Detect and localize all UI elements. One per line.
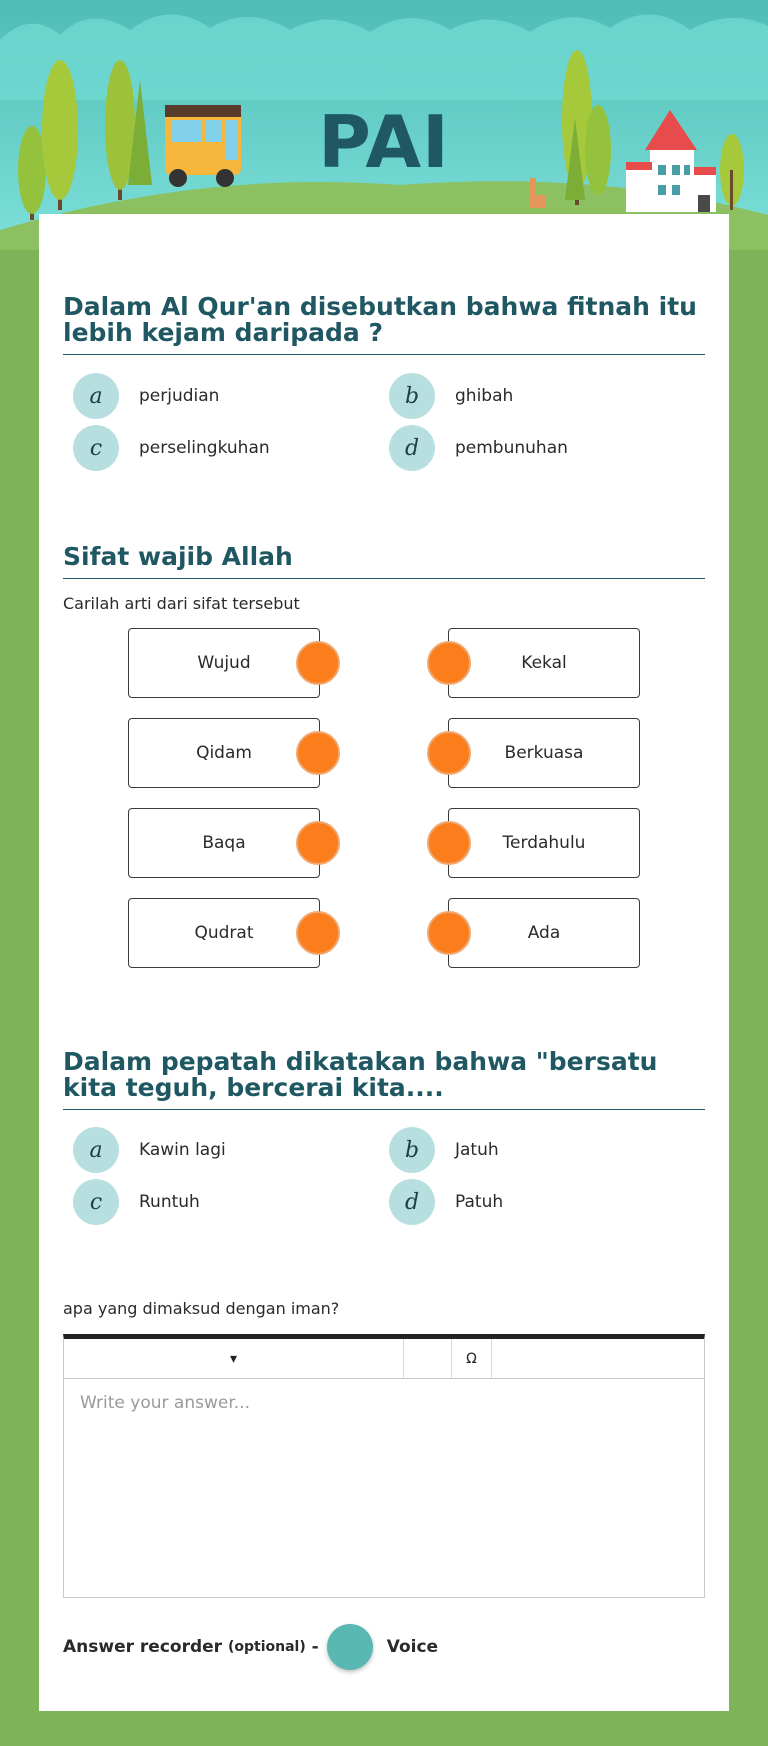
- option-b[interactable]: [389, 374, 689, 418]
- option-c[interactable]: [73, 426, 373, 470]
- answer-recorder: [63, 1624, 438, 1670]
- special-char-button[interactable]: [452, 1339, 492, 1378]
- question-2-instruction: Carilah arti dari sifat tersebut: [63, 594, 300, 613]
- voice-label: Voice: [386, 1637, 439, 1657]
- match-right-item[interactable]: Terdahulu: [448, 808, 640, 878]
- answer-editor: [63, 1334, 705, 1598]
- answer-textarea[interactable]: Write your answer...: [80, 1393, 250, 1413]
- match-connector-dot[interactable]: [427, 641, 471, 685]
- question-3-title: Dalam pepatah dikatakan bahwa "bersatu kita teguh, bercerai kita....: [63, 1049, 705, 1110]
- header-banner: [0, 0, 768, 250]
- question-1-title: Dalam Al Qur'an disebutkan bahwa fitnah itu lebih kejam daripada ?: [63, 294, 705, 355]
- match-left-item[interactable]: Baqa: [128, 808, 320, 878]
- question-4-title: apa yang dimaksud dengan iman?: [63, 1299, 340, 1318]
- option-a[interactable]: [73, 1128, 373, 1172]
- match-connector-dot[interactable]: [427, 731, 471, 775]
- omega-icon: Ω: [466, 1350, 477, 1367]
- option-badge: d: [389, 425, 435, 471]
- match-right-item[interactable]: Ada: [448, 898, 640, 968]
- option-label: ghibah: [455, 386, 514, 406]
- recorder-label: Answer recorder: [63, 1637, 223, 1657]
- option-label: Patuh: [455, 1192, 504, 1212]
- option-badge: c: [73, 425, 119, 471]
- match-left-item[interactable]: Qidam: [128, 718, 320, 788]
- option-badge: c: [73, 1179, 119, 1225]
- match-connector-dot[interactable]: [427, 821, 471, 865]
- option-a[interactable]: [73, 374, 373, 418]
- recorder-optional: (optional): [227, 1639, 306, 1655]
- match-connector-dot[interactable]: [296, 731, 340, 775]
- option-label: perjudian: [139, 386, 220, 406]
- option-c[interactable]: [73, 1180, 373, 1224]
- record-voice-button[interactable]: [327, 1624, 373, 1670]
- app-title: PAI: [318, 100, 450, 184]
- option-label: pembunuhan: [455, 438, 568, 458]
- format-dropdown[interactable]: [64, 1339, 404, 1378]
- option-b[interactable]: [389, 1128, 689, 1172]
- quiz-card: [39, 214, 729, 1711]
- match-left-item[interactable]: Wujud: [128, 628, 320, 698]
- match-connector-dot[interactable]: [296, 641, 340, 685]
- option-badge: d: [389, 1179, 435, 1225]
- option-label: Kawin lagi: [139, 1140, 226, 1160]
- match-right-item[interactable]: Berkuasa: [448, 718, 640, 788]
- question-2-title: Sifat wajib Allah: [63, 544, 705, 579]
- editor-toolbar: [64, 1339, 704, 1379]
- option-badge: a: [73, 373, 119, 419]
- match-left-item[interactable]: Qudrat: [128, 898, 320, 968]
- option-label: Jatuh: [455, 1140, 499, 1160]
- match-connector-dot[interactable]: [427, 911, 471, 955]
- match-right-item[interactable]: Kekal: [448, 628, 640, 698]
- option-label: Runtuh: [139, 1192, 200, 1212]
- toolbar-spacer: [404, 1339, 452, 1378]
- option-d[interactable]: [389, 1180, 689, 1224]
- option-label: perselingkuhan: [139, 438, 270, 458]
- option-d[interactable]: [389, 426, 689, 470]
- option-badge: b: [389, 373, 435, 419]
- chevron-down-icon: ▾: [229, 1350, 238, 1367]
- option-badge: a: [73, 1127, 119, 1173]
- option-badge: b: [389, 1127, 435, 1173]
- match-connector-dot[interactable]: [296, 821, 340, 865]
- recorder-dash: -: [311, 1637, 319, 1657]
- match-connector-dot[interactable]: [296, 911, 340, 955]
- toolbar-fill: [492, 1339, 704, 1378]
